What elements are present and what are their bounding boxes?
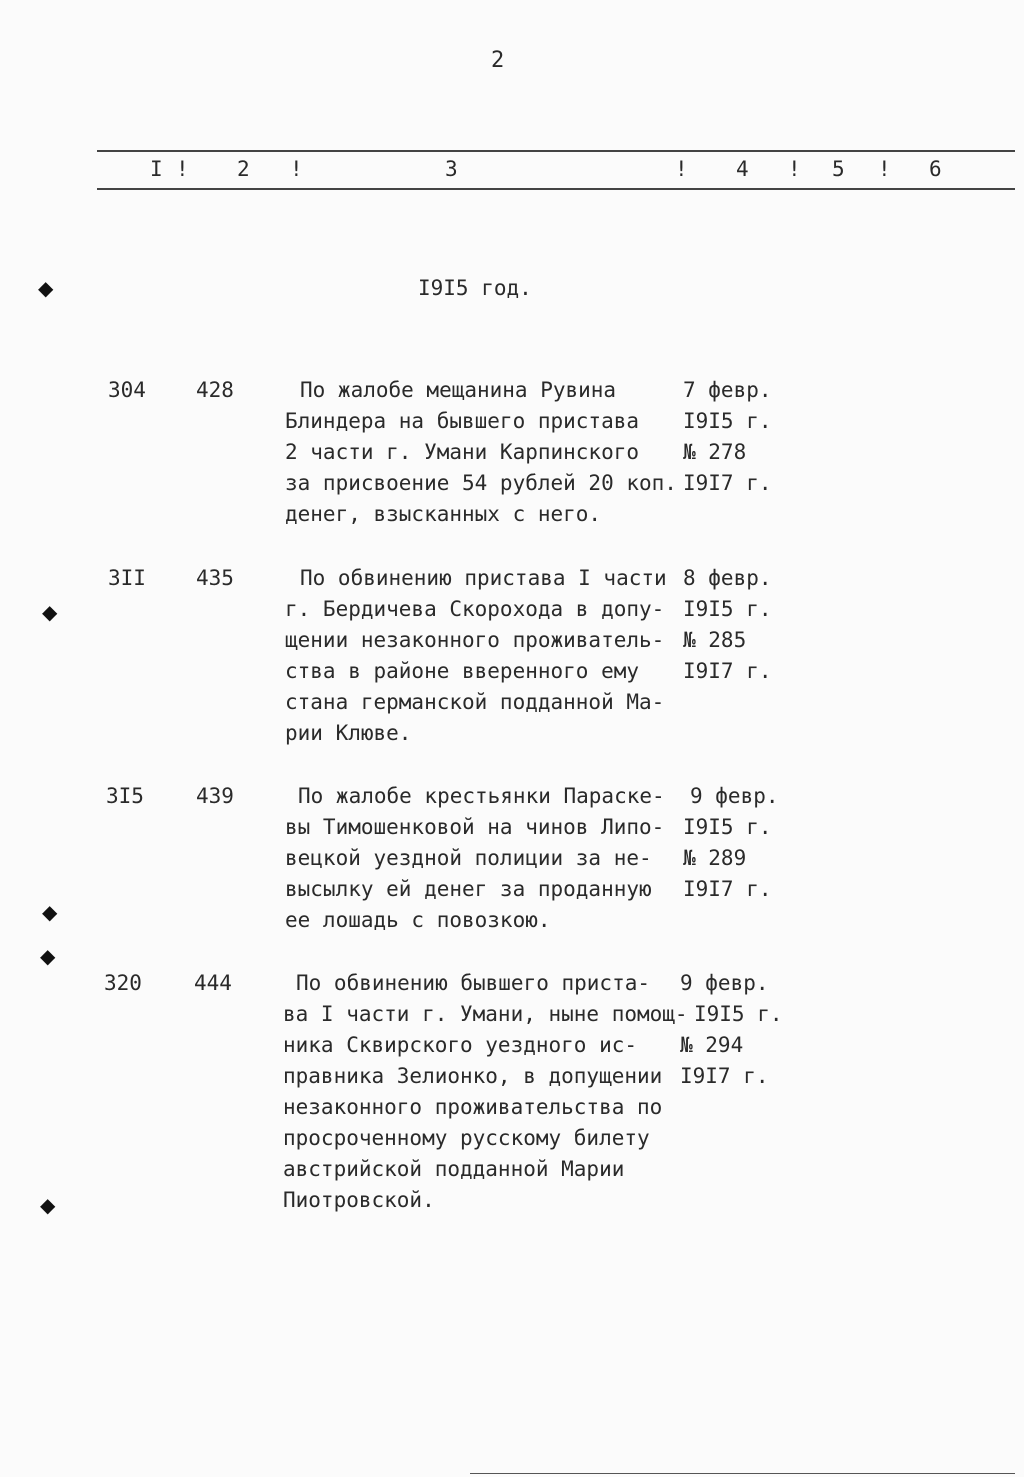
entry-description-line: По жалобе мещанина Рувина bbox=[300, 378, 617, 402]
entry-description-line: По жалобе крестьянки Параске- bbox=[298, 784, 665, 808]
entry-date-line: I9I5 г. bbox=[683, 597, 772, 621]
entry-case-number: 435 bbox=[196, 566, 234, 590]
column-separator: ! bbox=[176, 157, 189, 181]
entry-description-line: Блиндера на бывшего пристава bbox=[285, 409, 640, 433]
header-top-rule bbox=[97, 150, 1015, 152]
binding-hole-mark: ◆ bbox=[42, 900, 58, 924]
entry-description-line: щении незаконного проживатель- bbox=[285, 628, 665, 652]
column-header-6: 6 bbox=[929, 157, 942, 181]
entry-date-line: I9I5 г. bbox=[683, 815, 772, 839]
entry-description-line: По обвинению пристава I части bbox=[300, 566, 667, 590]
column-header-3: 3 bbox=[445, 157, 458, 181]
bottom-edge-rule bbox=[470, 1473, 1015, 1474]
entry-description-line: денег, взысканных с него. bbox=[285, 502, 602, 526]
entry-description-line: австрийской подданной Марии bbox=[283, 1157, 625, 1181]
entry-description-line: вецкой уездной полиции за не- bbox=[285, 846, 652, 870]
entry-case-number: 439 bbox=[196, 784, 234, 808]
column-header-2: 2 bbox=[237, 157, 250, 181]
entry-description-line: г. Бердичева Скорохода в допу- bbox=[285, 597, 665, 621]
column-header-5: 5 bbox=[832, 157, 845, 181]
column-header-4: 4 bbox=[736, 157, 749, 181]
entry-date-line: I9I7 г. bbox=[683, 877, 772, 901]
entry-description-line: ее лошадь с повозкою. bbox=[285, 908, 551, 932]
entry-description-line: По обвинению бывшего приста- bbox=[296, 971, 651, 995]
entry-date-line: I9I5 г. bbox=[683, 409, 772, 433]
column-separator: ! bbox=[290, 157, 303, 181]
entry-case-number: 444 bbox=[194, 971, 232, 995]
column-separator: ! bbox=[878, 157, 891, 181]
entry-description-line: высылку ей денег за проданную bbox=[285, 877, 652, 901]
entry-date-line: № 278 bbox=[683, 440, 747, 464]
entry-description-line: Пиотровской. bbox=[283, 1188, 435, 1212]
binding-hole-mark: ◆ bbox=[38, 276, 54, 300]
entry-date-line: № 294 bbox=[680, 1033, 744, 1057]
header-bottom-rule bbox=[97, 188, 1015, 190]
entry-description-line: правника Зелионко, в допущении bbox=[283, 1064, 663, 1088]
entry-number: 320 bbox=[104, 971, 142, 995]
entry-description-line: просроченному русскому билету bbox=[283, 1126, 650, 1150]
binding-hole-mark: ◆ bbox=[40, 1193, 56, 1217]
entry-date-line: 9 февр. bbox=[680, 971, 769, 995]
entry-description-line: рии Клюве. bbox=[285, 721, 412, 745]
column-header-1: I bbox=[150, 157, 163, 181]
entry-description-line: за присвоение 54 рублей 20 коп. bbox=[285, 471, 677, 495]
entry-description-line: вы Тимошенковой на чинов Липо- bbox=[285, 815, 665, 839]
column-separator: ! bbox=[675, 157, 688, 181]
entry-date-line: № 285 bbox=[683, 628, 747, 652]
entry-date-line: I9I7 г. bbox=[683, 471, 772, 495]
year-heading: I9I5 год. bbox=[418, 276, 532, 300]
entry-date-line: 7 февр. bbox=[683, 378, 772, 402]
entry-description-line: незаконного проживательства по bbox=[283, 1095, 663, 1119]
binding-hole-mark: ◆ bbox=[42, 600, 58, 624]
entry-date-line: I9I7 г. bbox=[680, 1064, 769, 1088]
entry-number: 3II bbox=[108, 566, 146, 590]
entry-case-number: 428 bbox=[196, 378, 234, 402]
column-separator: ! bbox=[788, 157, 801, 181]
page-number: 2 bbox=[491, 48, 505, 73]
entry-number: 3I5 bbox=[106, 784, 144, 808]
entry-description-line: ника Сквирского уездного ис- bbox=[283, 1033, 638, 1057]
entry-date-line: I9I7 г. bbox=[683, 659, 772, 683]
entry-description-line: ства в районе вверенного ему bbox=[285, 659, 640, 683]
entry-date-line: 8 февр. bbox=[683, 566, 772, 590]
entry-date-line: 9 февр. bbox=[690, 784, 779, 808]
binding-hole-mark: ◆ bbox=[40, 944, 56, 968]
entry-number: 304 bbox=[108, 378, 146, 402]
entry-date-line: № 289 bbox=[683, 846, 747, 870]
entry-description-line: стана германской подданной Ма- bbox=[285, 690, 665, 714]
entry-description-line: ва I части г. Умани, ныне помощ- bbox=[283, 1002, 688, 1026]
entry-description-line: 2 части г. Умани Карпинского bbox=[285, 440, 640, 464]
entry-date-line: I9I5 г. bbox=[694, 1002, 783, 1026]
